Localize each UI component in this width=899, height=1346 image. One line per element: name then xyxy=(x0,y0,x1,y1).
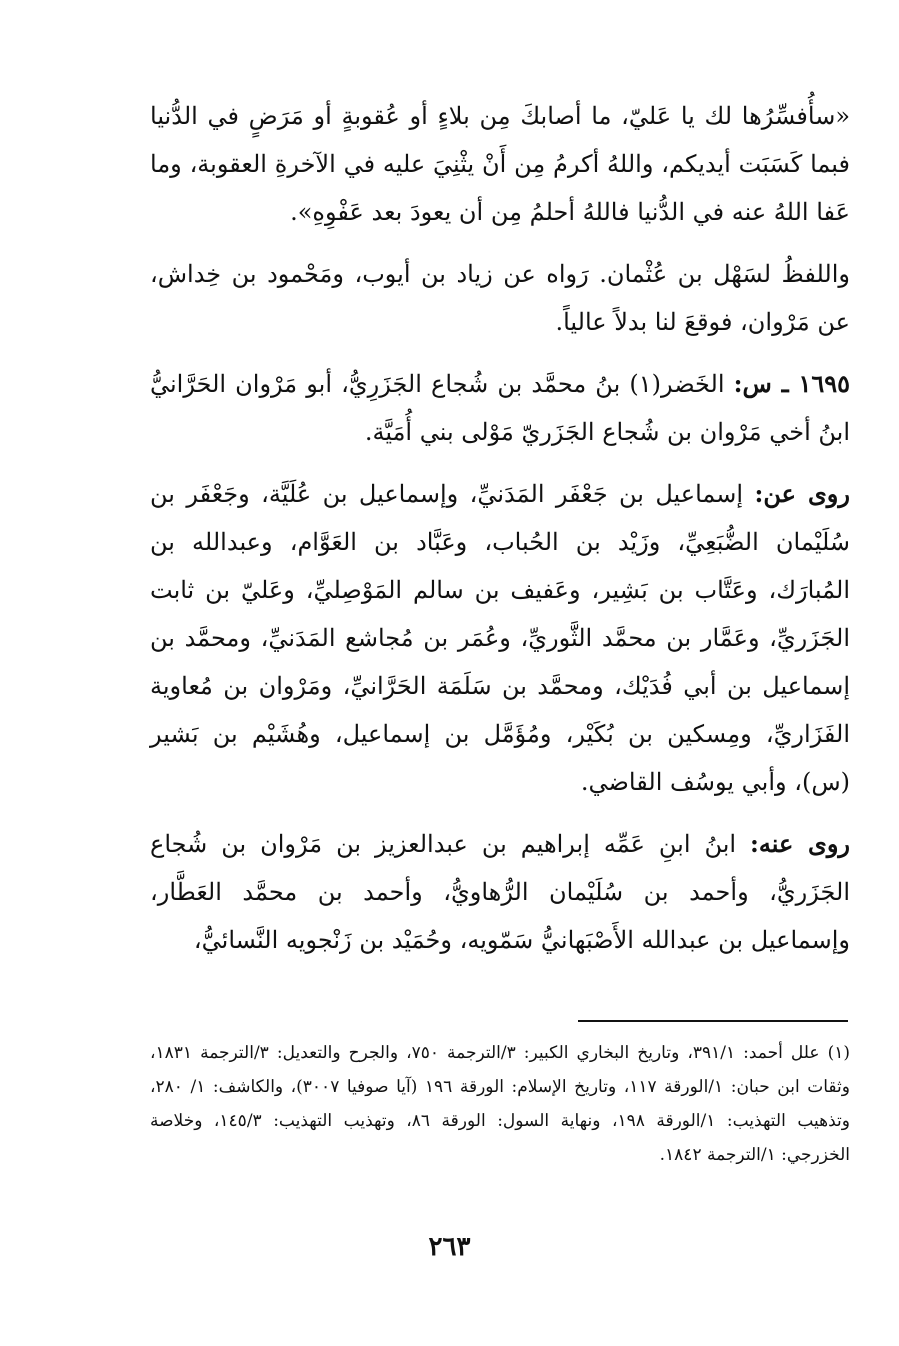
footnote: (١) علل أحمد: ٣٩١/١، وتاريخ البخاري الكبير: ٣/الترجمة ٧٥٠، والجرح والتعديل: ٣/الترجمة ١٨٣١، وثقات ابن حبان: ١/الورقة ١١٧، وتاريخ الإسلام: الورقة ١٩٦ (آيا صوفيا ٣٠٠٧)، والكاشف: ١/ ٢٨٠، وتذهيب التهذيب: ١/الورقة ١٩٨، ونهاية السول: الورقة ٨٦، وتهذيب التهذيب: ١٤٥/٣، وخلاصة الخزرجي: ١/الترجمة ١٨٤٢. xyxy=(150,1043,850,1165)
paragraph-body: ابنُ ابنِ عَمِّه إبراهيم بن عبدالعزيز بن مَرْوان بن شُجاع الجَزَريُّ، وأحمد بن سُلَيْمان الرُّهاويُّ، وأحمد بن محمَّد العَطَّار، وإسماعيل بن عبدالله الأَصْبَهانيُّ سَمّويه، وحُمَيْد بن زَنْجويه النَّسائيُّ، xyxy=(150,830,850,954)
paragraph-body: واللفظُ لسَهْل بن عُثْمان. رَواه عن زياد بن أيوب، ومَحْمود بن خِداش، عن مَرْوان، فوقعَ لنا بدلاً عالياً. xyxy=(150,260,850,336)
page-number: ٢٦٣ xyxy=(428,1232,471,1262)
paragraph-entry-heading xyxy=(150,360,850,456)
paragraph-body: إسماعيل بن جَعْفَر المَدَنيِّ، وإسماعيل بن عُلَيَّة، وجَعْفَر بن سُلَيْمان الضُّبَعِيِّ، وزَيْد بن الحُباب، وعَبَّاد بن العَوَّام، وعبدالله بن المُبارَك، وعَتَّاب بن بَشِير، وعَفيف بن سالم المَوْصِليِّ، وعَليّ بن ثابت الجَزَريِّ، وعَمَّار بن محمَّد الثَّوريِّ، وعُمَر بن مُجاشع المَدَنيِّ، ومحمَّد بن إسماعيل بن أبي فُدَيْك، ومحمَّد بن سَلَمَة الحَرَّانيِّ، ومَرْوان بن مُعاوية الفَزَاريِّ، ومِسكين بن بُكَيْر، ومُؤَمَّل بن إسماعيل، وهُشَيْم بن بَشير (س)، وأبي يوسُف القاضي. xyxy=(150,480,850,796)
footnote-divider xyxy=(578,1020,848,1022)
paragraph-body: الخَضر(١) بنُ محمَّد بن شُجاع الجَزَرِيُّ، أبو مَرْوان الحَرَّانيُّ ابنُ أخي مَرْوان بن شُجاع الجَزَريّ مَوْلى بني أُمَيَّة. xyxy=(150,370,850,446)
paragraph-wording-note xyxy=(150,250,850,346)
section-label-narrated-by: روى عنه: xyxy=(750,829,850,858)
entry-number: ١٦٩٥ ـ س: xyxy=(733,369,851,398)
paragraph-narrated-from xyxy=(150,470,850,806)
paragraph-hadith-text xyxy=(150,92,850,236)
paragraph-body: «سأُفسِّرُها لك يا عَليّ، ما أصابكَ مِن بلاءٍ أو عُقوبةٍ أو مَرَضٍ في الدُّنيا فبما كَسَبَت أيديكم، واللهُ أكرمُ مِن أَنْ يثْنِيَ عليه في الآخرةِ العقوبة، وما عَفا اللهُ عنه في الدُّنيا فاللهُ أحلمُ مِن أن يعودَ بعد عَفْوِهِ». xyxy=(150,102,850,226)
main-text xyxy=(150,92,850,964)
section-label-narrated-from: روى عن: xyxy=(754,479,850,508)
paragraph-narrated-by xyxy=(150,820,850,964)
